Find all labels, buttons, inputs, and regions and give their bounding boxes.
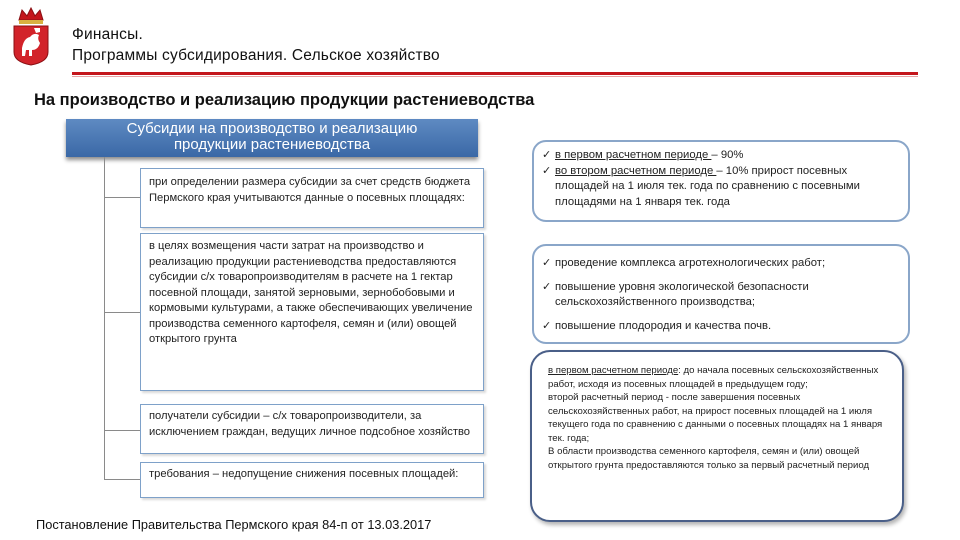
goal-item-3: [542, 319, 900, 335]
header-title-line2: Программы субсидирования. Сельское хозяйство: [72, 47, 440, 64]
info-box-subsidy-purpose: [140, 233, 484, 391]
goal-item-2: [542, 280, 900, 311]
checkmark-icon: ✓: [542, 280, 552, 293]
period-1-description: [548, 364, 890, 391]
info-box-area-data: [140, 168, 484, 228]
tree-branch-line-4: [104, 479, 140, 480]
goal-item-1: [542, 256, 900, 272]
banner-line2: продукции растениеводства: [173, 136, 371, 153]
period-1-description-label: в первом расчетном периоде: [548, 365, 679, 376]
info-box-recipients-text: получатели субсидии – с/х товаропроизводители, за исключением граждан, ведущих личное подсобное хозяйство: [149, 410, 470, 438]
goals-box: [532, 244, 910, 344]
tree-branch-line-2: [104, 312, 140, 313]
tree-branch-line-3: [104, 430, 140, 431]
period-2-description: второй расчетный период - после завершения посевных сельскохозяйственных работ, на прирост посевных площадей на 1 июля текущего года по сравнению с данными о посевных площадях на 1 января тек. года;: [548, 392, 883, 444]
subsidy-banner: [66, 119, 478, 157]
periods-description-box: [530, 350, 904, 522]
goal-item-1-text: проведение комплекса агротехнологических работ;: [555, 257, 826, 269]
period-item-2: [542, 164, 900, 211]
perm-krai-coat-of-arms-logo: [10, 4, 52, 66]
seed-production-note: В области производства семенного картофеля, семян и (или) овощей открытого грунта предоставляются только за первый расчетный период: [548, 446, 870, 471]
header-title: [72, 24, 440, 66]
period-2-value: – 10% прирост посевных площадей на 1 июля тек. года по сравнению с посевными площадями на 1 января тек. года: [555, 164, 860, 208]
period-1-value: – 90%: [711, 149, 744, 161]
period-1-label: в первом расчетном периоде: [555, 149, 712, 161]
header-divider-shadow: [72, 76, 918, 77]
page-title: На производство и реализацию продукции растениеводства: [34, 91, 535, 109]
checkmark-icon: ✓: [542, 319, 552, 332]
periods-percent-box: [532, 140, 910, 222]
header-divider: [72, 72, 918, 75]
info-box-subsidy-purpose-text: в целях возмещения части затрат на производство и реализацию продукции растениеводства предоставляются субсидии с/х товаропроизводителям в расчете на 1 гектар посевной площади, занятой зерновыми, зернобобовыми и кормовыми культурами, а также обеспечивающих увеличение производства семенного картофеля, семян и (или) овощей открытого грунта: [149, 240, 473, 345]
info-box-requirements-text: требования – недопущение снижения посевных площадей:: [149, 468, 459, 480]
checkmark-icon: ✓: [542, 164, 552, 177]
header-title-line1: Финансы.: [72, 26, 143, 43]
period-item-1: [542, 148, 900, 164]
info-box-requirements: [140, 462, 484, 498]
goal-item-3-text: повышение плодородия и качества почв.: [555, 319, 772, 332]
regulation-reference: Постановление Правительства Пермского края 84-п от 13.03.2017: [36, 517, 432, 532]
period-1-description-text: : до начала посевных сельскохозяйственных работ, исходя из посевных площадей в предыдущем году;: [548, 365, 879, 390]
info-box-area-data-text: при определении размера субсидии за счет средств бюджета Пермского края учитываются данные о посевных площадях:: [149, 176, 471, 204]
banner-line1: Субсидии на производство и реализацию: [126, 120, 418, 137]
goal-item-2-text: повышение уровня экологической безопасности сельскохозяйственного производства;: [555, 280, 809, 308]
checkmark-icon: ✓: [542, 257, 552, 269]
tree-branch-line-1: [104, 197, 140, 198]
checkmark-icon: ✓: [542, 149, 552, 161]
period-2-label: во втором расчетном периоде: [555, 164, 717, 177]
info-box-recipients: [140, 404, 484, 454]
